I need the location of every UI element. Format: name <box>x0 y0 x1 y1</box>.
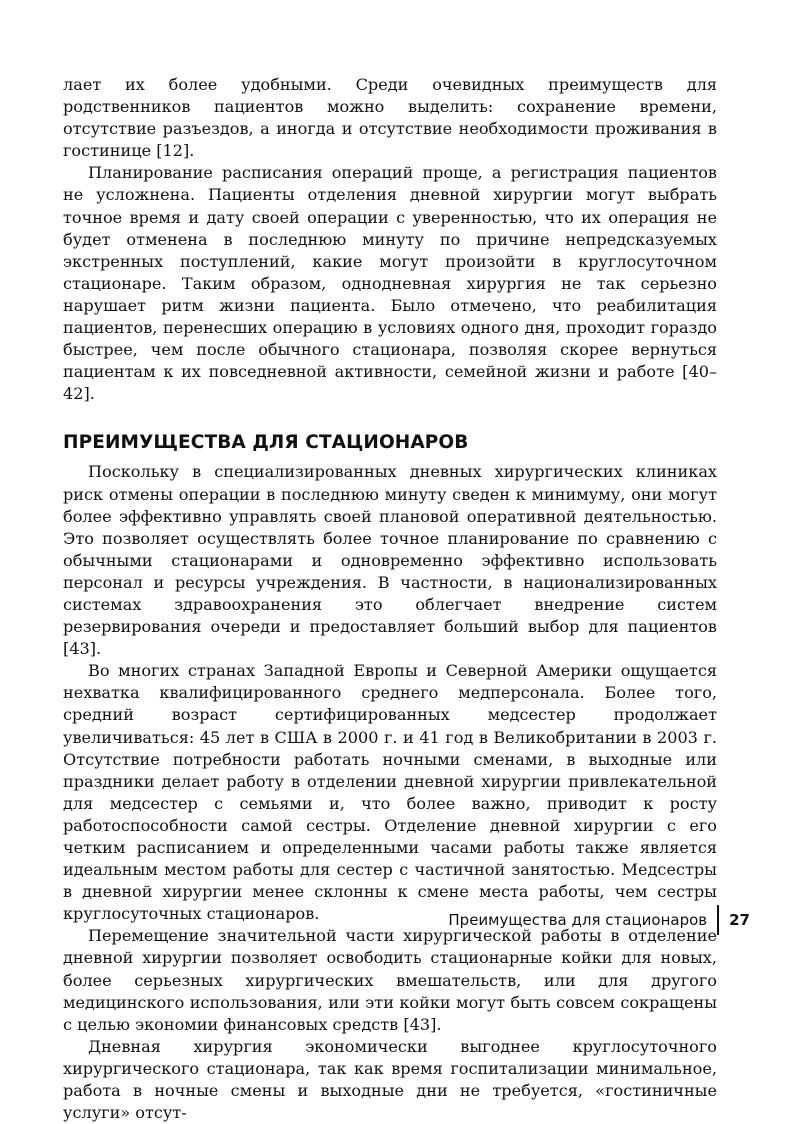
paragraph: Перемещение значительной части хирургической работы в отделение дневной хирургии позволяет освободить стационарные койки для новых, более серьезных хирургических вмешательств, или для другого медицинского использования, или эти койки могут быть совсем сокращены с целью экономии финансовых средств [43]. <box>63 926 717 1034</box>
page-footer <box>448 905 750 935</box>
page-body <box>63 74 717 1124</box>
paragraph: Планирование расписания операций проще, а регистрация пациентов не усложнена. Пациенты отделения дневной хирургии могут выбрать точное время и дату своей операции с уверенностью, что их операция не будет отменена в последнюю минуту по причине непредсказуемых экстренных поступлений, какие могут произойти в круглосуточном стационаре. Таким образом, однодневная хирургия не так серьезно нарушает ритм жизни пациента. Было отмечено, что реабилитация пациентов, перенесших операцию в условиях одного дня, проходит гораздо быстрее, чем после обычного стационара, позволяя скорее вернуться пациентам к их повседневной активности, семейной жизни и работе [40–42]. <box>63 163 717 404</box>
paragraph: Дневная хирургия экономически выгоднее круглосуточного хирургического стационара, так как время госпитализации минимальное, работа в ночные смены и выходные дни не требуется, «гостиничные услуги» отсут- <box>63 1036 717 1123</box>
running-title: Преимущества для стационаров <box>448 911 708 929</box>
paragraph: Во многих странах Западной Европы и Северной Америки ощущается нехватка квалифицированного среднего медперсонала. Более того, средний возраст сертифицированных медсестер продолжает увеличиваться: 45 лет в США в 2000 г. и 41 год в Великобритании в 2003 г. Отсутствие потребности работать ночными сменами, в выходные или праздники делает работу в отделении дневной хирургии привлекательной для медсестер с семьями и, что более важно, приводит к росту работоспособности самой сестры. Отделение дневной хирургии с его четким расписанием и определенными часами работы также является идеальным местом работы для сестер с частичной занятостью. Медсестры в дневной хирургии менее склонны к смене места работы, чем сестры круглосуточных стационаров. <box>63 661 717 924</box>
paragraph: лает их более удобными. Среди очевидных преимуществ для родственников пациентов можно выделить: сохранение времени, отсутствие разъездов, а иногда и отсутствие необходимости проживания в гостинице [12]. <box>63 75 717 161</box>
page-number: 27 <box>729 911 750 929</box>
section-heading: ПРЕИМУЩЕСТВА ДЛЯ СТАЦИОНАРОВ <box>63 432 469 454</box>
paragraph: Поскольку в специализированных дневных хирургических клиниках риск отмены операции в последнюю минуту сведен к минимуму, они могут более эффективно управлять своей плановой оперативной деятельностью. Это позволяет осуществлять более точное планирование по сравнению с обычными стационарами и одновременно эффективно использовать персонал и ресурсы учреждения. В частности, в национализированных системах здравоохранения это облегчает внедрение систем резервирования очереди и предоставляет больший выбор для пациентов [43]. <box>63 462 717 659</box>
